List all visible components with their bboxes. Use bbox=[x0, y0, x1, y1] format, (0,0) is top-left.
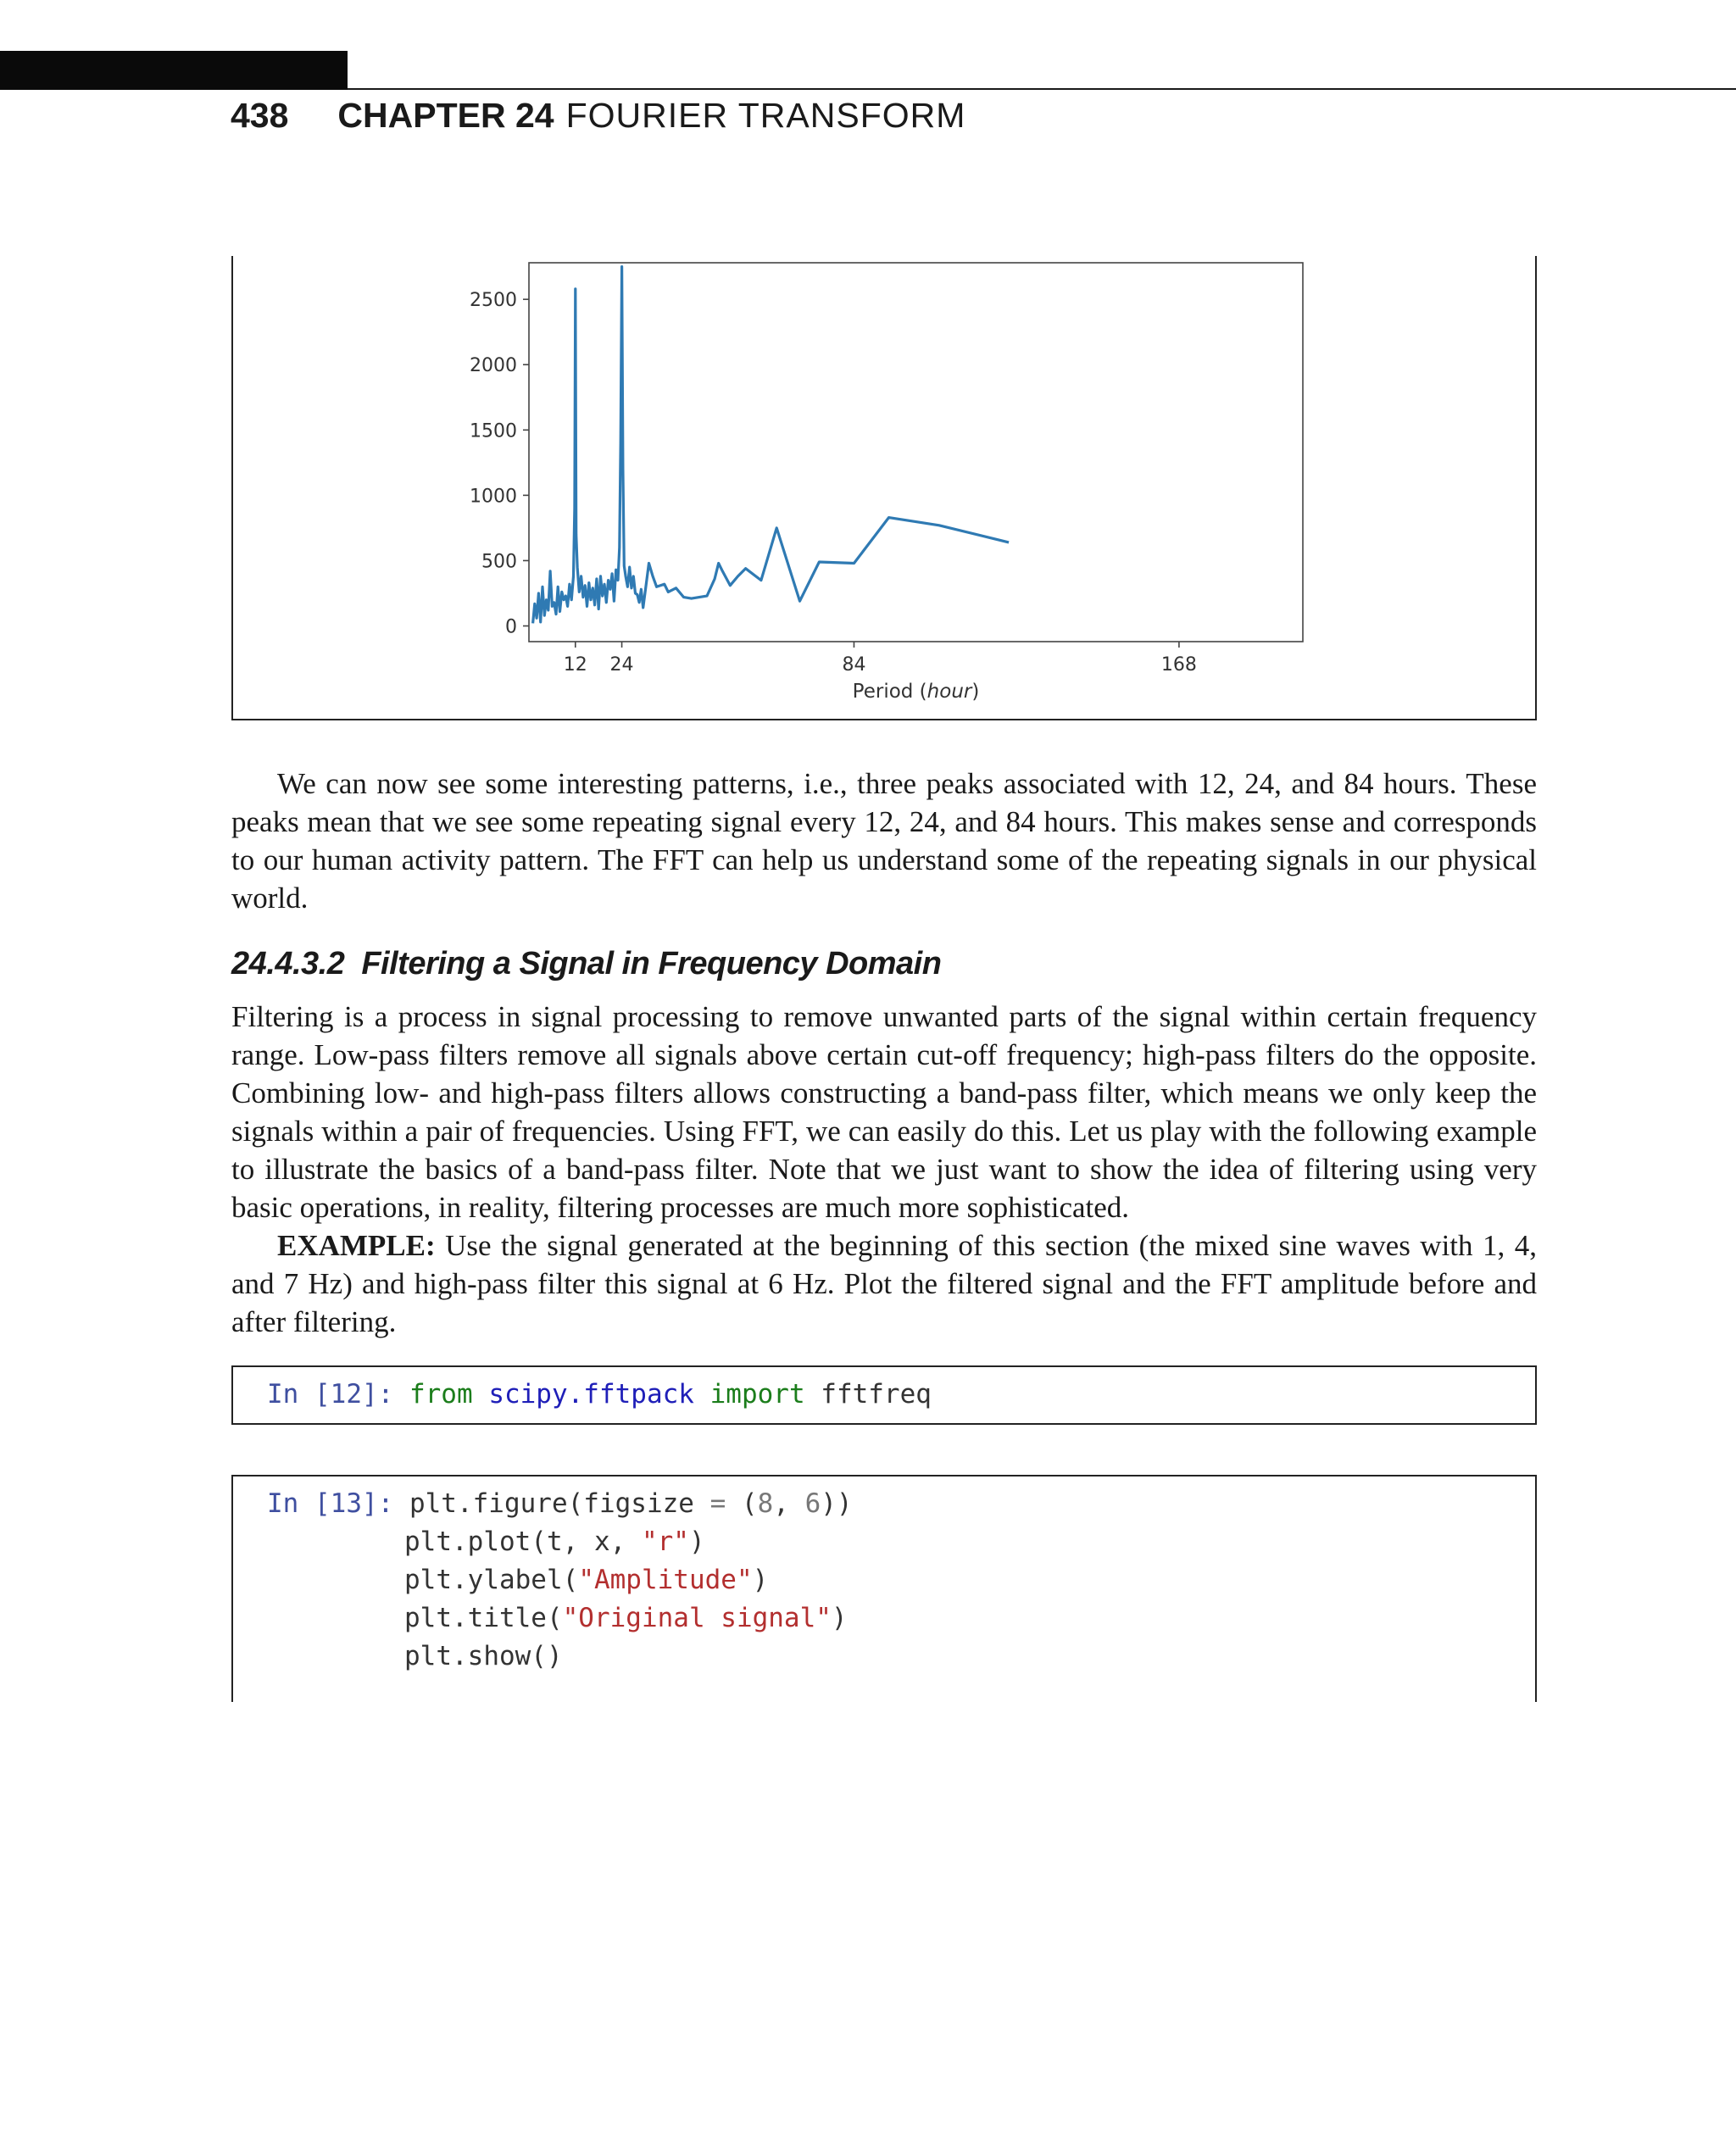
y-tick-label: 1500 bbox=[470, 420, 517, 442]
cell-prompt: In [13]: bbox=[267, 1488, 394, 1519]
code-text: ) bbox=[831, 1603, 848, 1633]
code-text: ) bbox=[752, 1565, 769, 1595]
x-axis-label-main: Period ( bbox=[852, 681, 927, 703]
code-text: ) bbox=[688, 1527, 705, 1557]
x-tick-label: 24 bbox=[609, 654, 634, 676]
code-text: plt.title( bbox=[404, 1603, 563, 1633]
cell-prompt: In [12]: bbox=[267, 1379, 394, 1410]
code-line bbox=[404, 1523, 705, 1561]
chapter-label: CHAPTER 24 bbox=[337, 96, 554, 135]
code-line bbox=[404, 1638, 563, 1676]
code-text: ( bbox=[726, 1488, 758, 1519]
code-operator: = bbox=[709, 1488, 726, 1519]
y-tick-label: 2500 bbox=[470, 290, 517, 312]
code-number: 8 bbox=[757, 1488, 774, 1519]
y-tick-label: 500 bbox=[481, 551, 517, 573]
module-name: scipy.fftpack bbox=[488, 1379, 694, 1410]
keyword-import: import bbox=[709, 1379, 805, 1410]
page-number: 438 bbox=[231, 96, 289, 135]
code-string: "r" bbox=[641, 1527, 689, 1557]
x-tick-label: 84 bbox=[842, 654, 866, 676]
code-text: plt.ylabel( bbox=[404, 1565, 579, 1595]
x-axis-label-close: ) bbox=[971, 681, 980, 703]
code-number: 6 bbox=[804, 1488, 821, 1519]
paragraph-filtering-text: Filtering is a process in signal processing to remove unwanted parts of the signal within certain frequency range. Low-pass filters remove all signals above certain cut-off frequency; high-pass filters do the opposite. Combining low- and high-pass filters allows constructing a band-pass filter, which means we only keep the signals within a pair of frequencies. Using FFT, we can easily do this. Let us play with the following example to illustrate the basics of a band-pass filter. Note that we just want to show the idea of filtering using very basic operations, in reality, filtering processes are much more sophisticated. bbox=[231, 1000, 1537, 1224]
chapter-title: FOURIER TRANSFORM bbox=[565, 96, 966, 135]
code-string: "Original signal" bbox=[562, 1603, 832, 1633]
header-black-bar bbox=[0, 51, 348, 90]
import-name: fftfreq bbox=[821, 1379, 932, 1410]
example-paragraph bbox=[231, 1226, 1537, 1341]
x-axis-label bbox=[853, 681, 980, 703]
code-text: plt.show() bbox=[404, 1641, 563, 1671]
section-heading bbox=[231, 946, 941, 982]
y-tick-label: 0 bbox=[505, 616, 517, 638]
header-rule bbox=[348, 88, 1736, 90]
paragraph-peaks bbox=[231, 765, 1537, 917]
series-line bbox=[533, 267, 1010, 624]
code-string: "Amplitude" bbox=[578, 1565, 753, 1595]
figure-frame bbox=[231, 256, 1537, 720]
running-head bbox=[231, 92, 965, 139]
paragraph-peaks-text: We can now see some interesting patterns, i.e., three peaks associated with 12, 24, and 84 hours. These peaks mean that we see some repeating signal every 12, 24, and 84 hours. This makes sense and corresponds to our human activity pattern. The FFT can help us understand some of the repeating signals in our physical world. bbox=[231, 767, 1537, 915]
code-text: plt.figure(figsize bbox=[409, 1488, 710, 1519]
code-text: )) bbox=[821, 1488, 853, 1519]
paragraph-filtering bbox=[231, 998, 1537, 1341]
code-text: , bbox=[773, 1488, 805, 1519]
code-line bbox=[404, 1599, 848, 1638]
code-cell-12[interactable] bbox=[231, 1365, 1537, 1425]
example-text: Use the signal generated at the beginning of this section (the mixed sine waves with 1, 4, and 7 Hz) and high-pass filter this signal at 6 Hz. Plot the filtered signal and the FFT amplitude before and after filtering. bbox=[231, 1229, 1537, 1338]
y-tick-label: 2000 bbox=[470, 355, 517, 377]
code-line bbox=[404, 1561, 768, 1599]
code-text: plt.plot(t, x, bbox=[404, 1527, 642, 1557]
y-tick-label: 1000 bbox=[470, 486, 517, 508]
section-number: 24.4.3.2 bbox=[231, 946, 345, 982]
code-line bbox=[267, 1376, 932, 1414]
x-tick-label: 12 bbox=[563, 654, 587, 676]
code-cell-13[interactable] bbox=[231, 1475, 1537, 1702]
code-line bbox=[267, 1485, 853, 1523]
example-label: EXAMPLE: bbox=[277, 1229, 436, 1262]
section-title: Filtering a Signal in Frequency Domain bbox=[361, 946, 942, 982]
x-tick-label: 168 bbox=[1160, 654, 1197, 676]
x-axis-label-unit: hour bbox=[926, 681, 972, 703]
period-chart bbox=[233, 256, 1535, 719]
keyword-from: from bbox=[409, 1379, 473, 1410]
